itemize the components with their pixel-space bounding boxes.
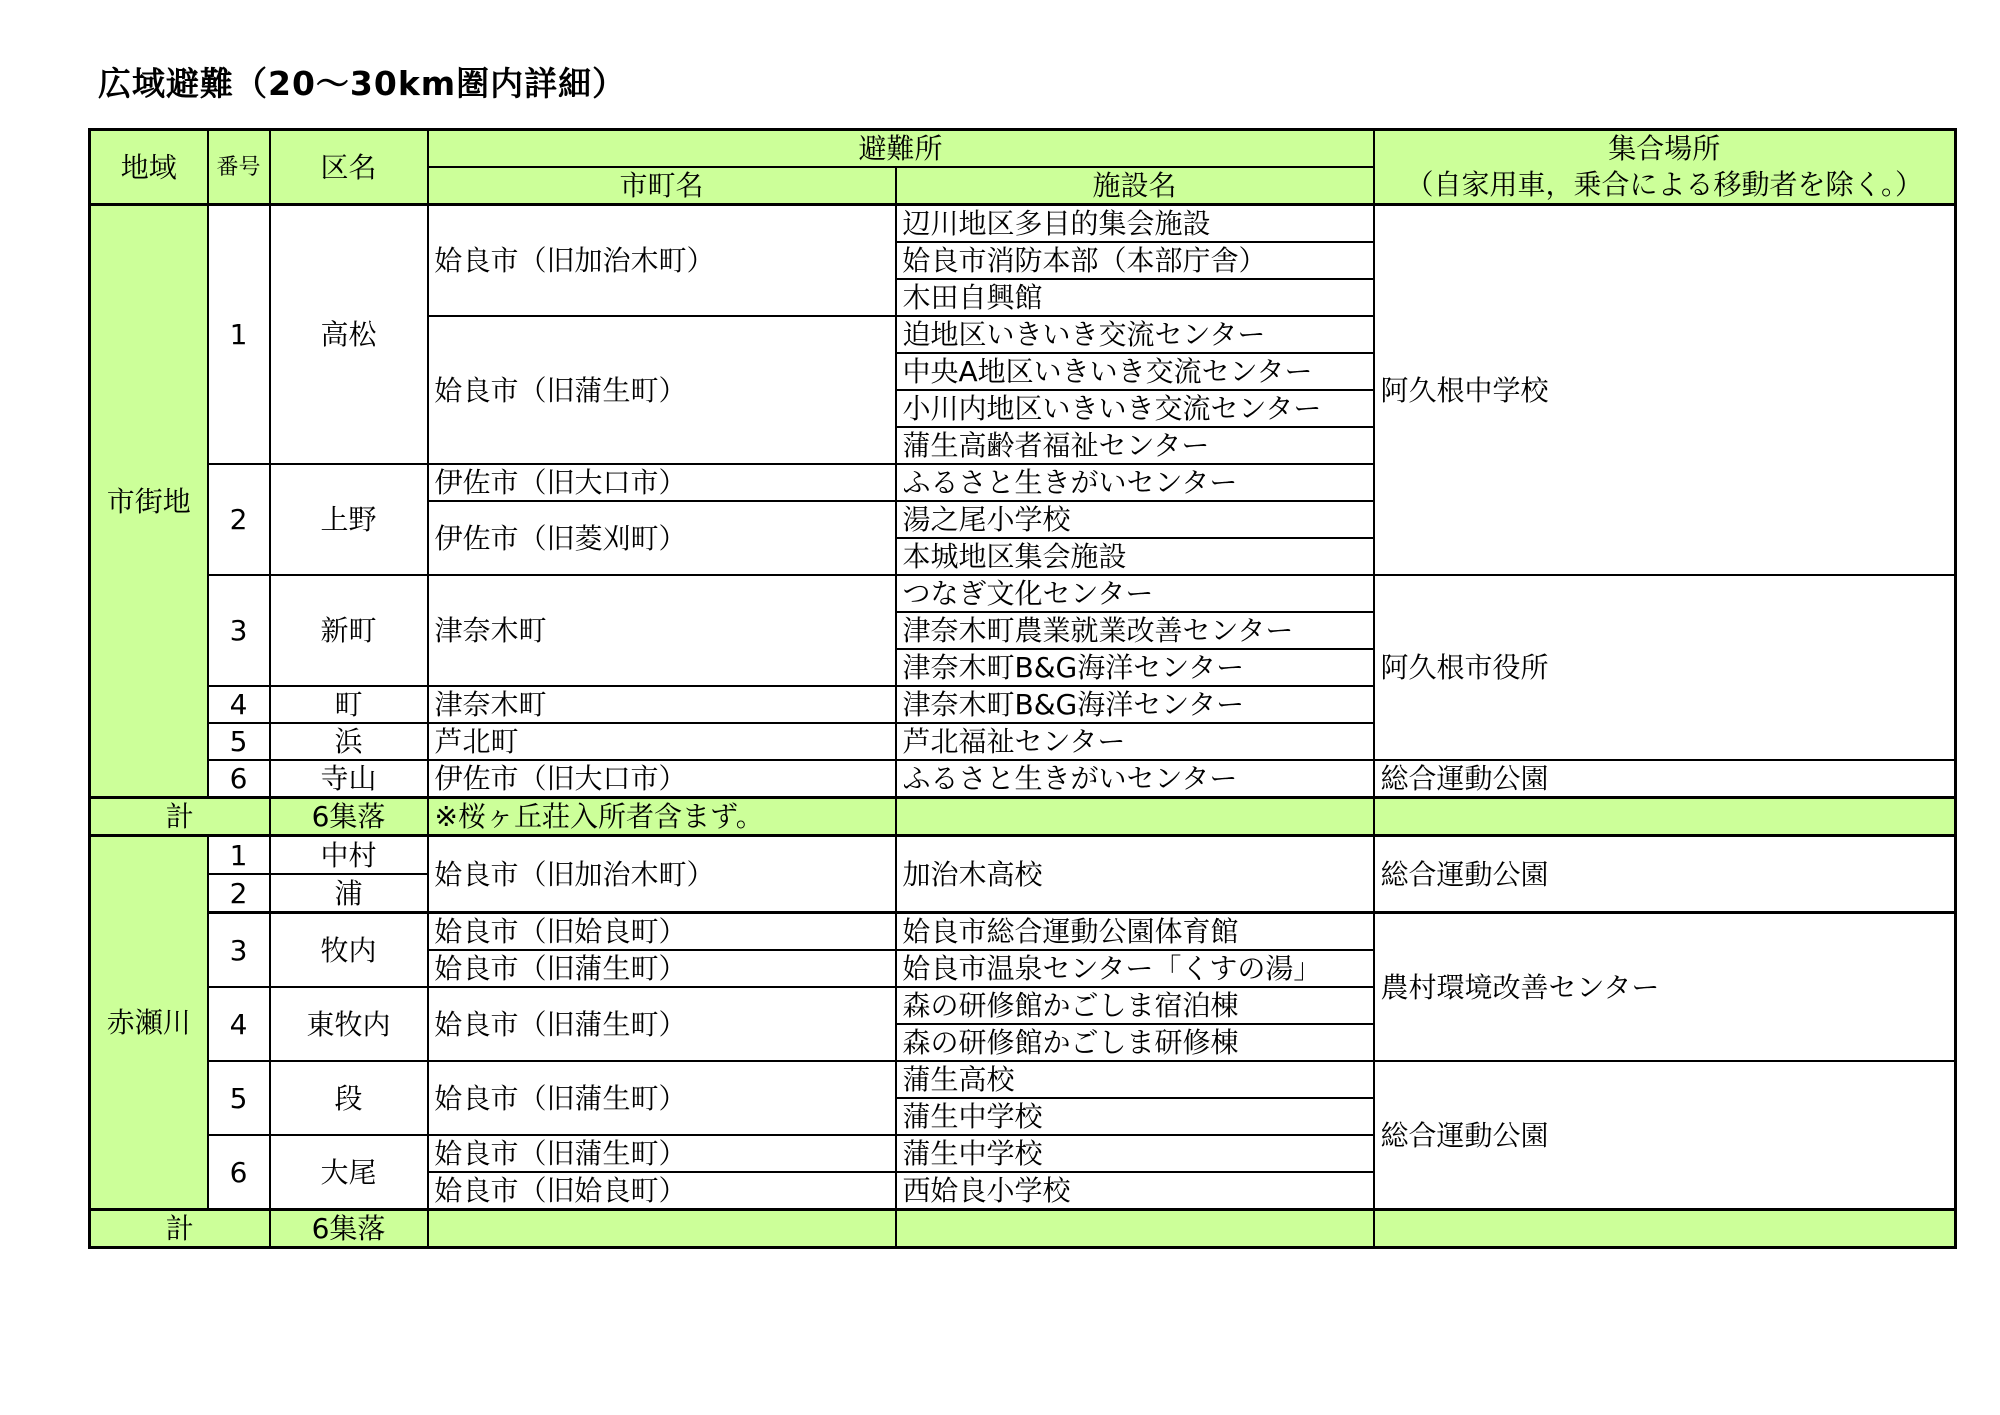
facility-cell: ふるさと生きがいセンター <box>896 464 1374 501</box>
facility-cell: 姶良市温泉センター「くすの湯」 <box>896 950 1374 987</box>
evacuation-table <box>88 128 1957 1249</box>
facility-cell: 姶良市総合運動公園体育館 <box>896 913 1374 951</box>
district-name: 上野 <box>270 464 428 575</box>
facility-cell: 姶良市消防本部（本部庁舎） <box>896 242 1374 279</box>
district-number: 6 <box>208 1135 270 1210</box>
municipality-cell: 姶良市（旧蒲生町） <box>428 1135 896 1172</box>
district-name: 浦 <box>270 874 428 913</box>
header-district: 区名 <box>270 130 428 205</box>
header-assembly-note: （自家用車，乗合による移動者を除く。） <box>1405 168 1923 201</box>
municipality-cell: 姶良市（旧加治木町） <box>428 205 896 317</box>
facility-cell: 森の研修館かごしま宿泊棟 <box>896 987 1374 1024</box>
header-municipality: 市町名 <box>428 167 896 205</box>
facility-cell: 西姶良小学校 <box>896 1172 1374 1210</box>
district-number: 4 <box>208 987 270 1061</box>
header-shelter: 避難所 <box>428 130 1374 168</box>
district-number: 1 <box>208 205 270 465</box>
district-name: 東牧内 <box>270 987 428 1061</box>
header-facility: 施設名 <box>896 167 1374 205</box>
district-name: 段 <box>270 1061 428 1135</box>
district-name: 中村 <box>270 836 428 875</box>
total-empty <box>896 1210 1374 1248</box>
district-name: 浜 <box>270 723 428 760</box>
municipality-cell: 姶良市（旧姶良町） <box>428 913 896 951</box>
municipality-cell: 姶良市（旧加治木町） <box>428 836 896 913</box>
district-name: 牧内 <box>270 913 428 988</box>
total-empty <box>428 1210 896 1248</box>
assembly-cell: 阿久根市役所 <box>1374 575 1956 760</box>
total-empty <box>1374 798 1956 836</box>
facility-cell: 森の研修館かごしま研修棟 <box>896 1024 1374 1061</box>
district-number: 2 <box>208 874 270 913</box>
facility-cell: 小川内地区いきいき交流センター <box>896 390 1374 427</box>
facility-cell: 本城地区集会施設 <box>896 538 1374 575</box>
facility-cell: 津奈木町B&G海洋センター <box>896 686 1374 723</box>
facility-cell: 蒲生高齢者福祉センター <box>896 427 1374 464</box>
municipality-cell: 伊佐市（旧菱刈町） <box>428 501 896 575</box>
district-number: 6 <box>208 760 270 798</box>
district-number: 2 <box>208 464 270 575</box>
municipality-cell: 姶良市（旧蒲生町） <box>428 950 896 987</box>
facility-cell: 蒲生高校 <box>896 1061 1374 1098</box>
facility-cell: つなぎ文化センター <box>896 575 1374 612</box>
municipality-cell: 姶良市（旧蒲生町） <box>428 1061 896 1135</box>
facility-cell: 芦北福祉センター <box>896 723 1374 760</box>
facility-cell: ふるさと生きがいセンター <box>896 760 1374 798</box>
municipality-cell: 津奈木町 <box>428 686 896 723</box>
total-value: 6集落 <box>270 798 428 836</box>
municipality-cell: 津奈木町 <box>428 575 896 686</box>
district-number: 4 <box>208 686 270 723</box>
facility-cell: 木田自興館 <box>896 279 1374 316</box>
header-number: 番号 <box>208 130 270 205</box>
assembly-cell: 総合運動公園 <box>1374 836 1956 913</box>
municipality-cell: 伊佐市（旧大口市） <box>428 760 896 798</box>
total-value: 6集落 <box>270 1210 428 1248</box>
facility-cell: 蒲生中学校 <box>896 1135 1374 1172</box>
district-name: 高松 <box>270 205 428 465</box>
district-number: 5 <box>208 1061 270 1135</box>
municipality-cell: 姶良市（旧姶良町） <box>428 1172 896 1210</box>
facility-cell: 辺川地区多目的集会施設 <box>896 205 1374 243</box>
municipality-cell: 姶良市（旧蒲生町） <box>428 316 896 464</box>
header-region: 地域 <box>90 130 208 205</box>
municipality-cell: 姶良市（旧蒲生町） <box>428 987 896 1061</box>
facility-cell: 迫地区いきいき交流センター <box>896 316 1374 353</box>
district-number: 5 <box>208 723 270 760</box>
facility-cell: 津奈木町B&G海洋センター <box>896 649 1374 686</box>
assembly-cell: 総合運動公園 <box>1374 1061 1956 1210</box>
assembly-cell: 農村環境改善センター <box>1374 913 1956 1062</box>
total-label: 計 <box>90 1210 270 1248</box>
total-label: 計 <box>90 798 270 836</box>
assembly-cell: 阿久根中学校 <box>1374 205 1956 576</box>
municipality-cell: 芦北町 <box>428 723 896 760</box>
district-name: 新町 <box>270 575 428 686</box>
assembly-cell: 総合運動公園 <box>1374 760 1956 798</box>
district-name: 寺山 <box>270 760 428 798</box>
facility-cell: 中央A地区いきいき交流センター <box>896 353 1374 390</box>
region-cell: 赤瀬川 <box>90 836 208 1210</box>
region-cell: 市街地 <box>90 205 208 798</box>
facility-cell: 湯之尾小学校 <box>896 501 1374 538</box>
facility-cell: 蒲生中学校 <box>896 1098 1374 1135</box>
district-number: 1 <box>208 836 270 875</box>
facility-cell: 津奈木町農業就業改善センター <box>896 612 1374 649</box>
total-empty <box>1374 1210 1956 1248</box>
district-number: 3 <box>208 575 270 686</box>
header-assembly <box>1374 130 1956 205</box>
district-number: 3 <box>208 913 270 988</box>
header-assembly-label: 集合場所 <box>1608 132 1721 165</box>
total-note: ※桜ヶ丘荘入所者含まず。 <box>428 798 896 836</box>
facility-cell: 加治木高校 <box>896 836 1374 913</box>
district-name: 大尾 <box>270 1135 428 1210</box>
district-name: 町 <box>270 686 428 723</box>
total-empty <box>896 798 1374 836</box>
page-title: 広域避難（20～30km圏内詳細） <box>98 64 627 103</box>
municipality-cell: 伊佐市（旧大口市） <box>428 464 896 501</box>
